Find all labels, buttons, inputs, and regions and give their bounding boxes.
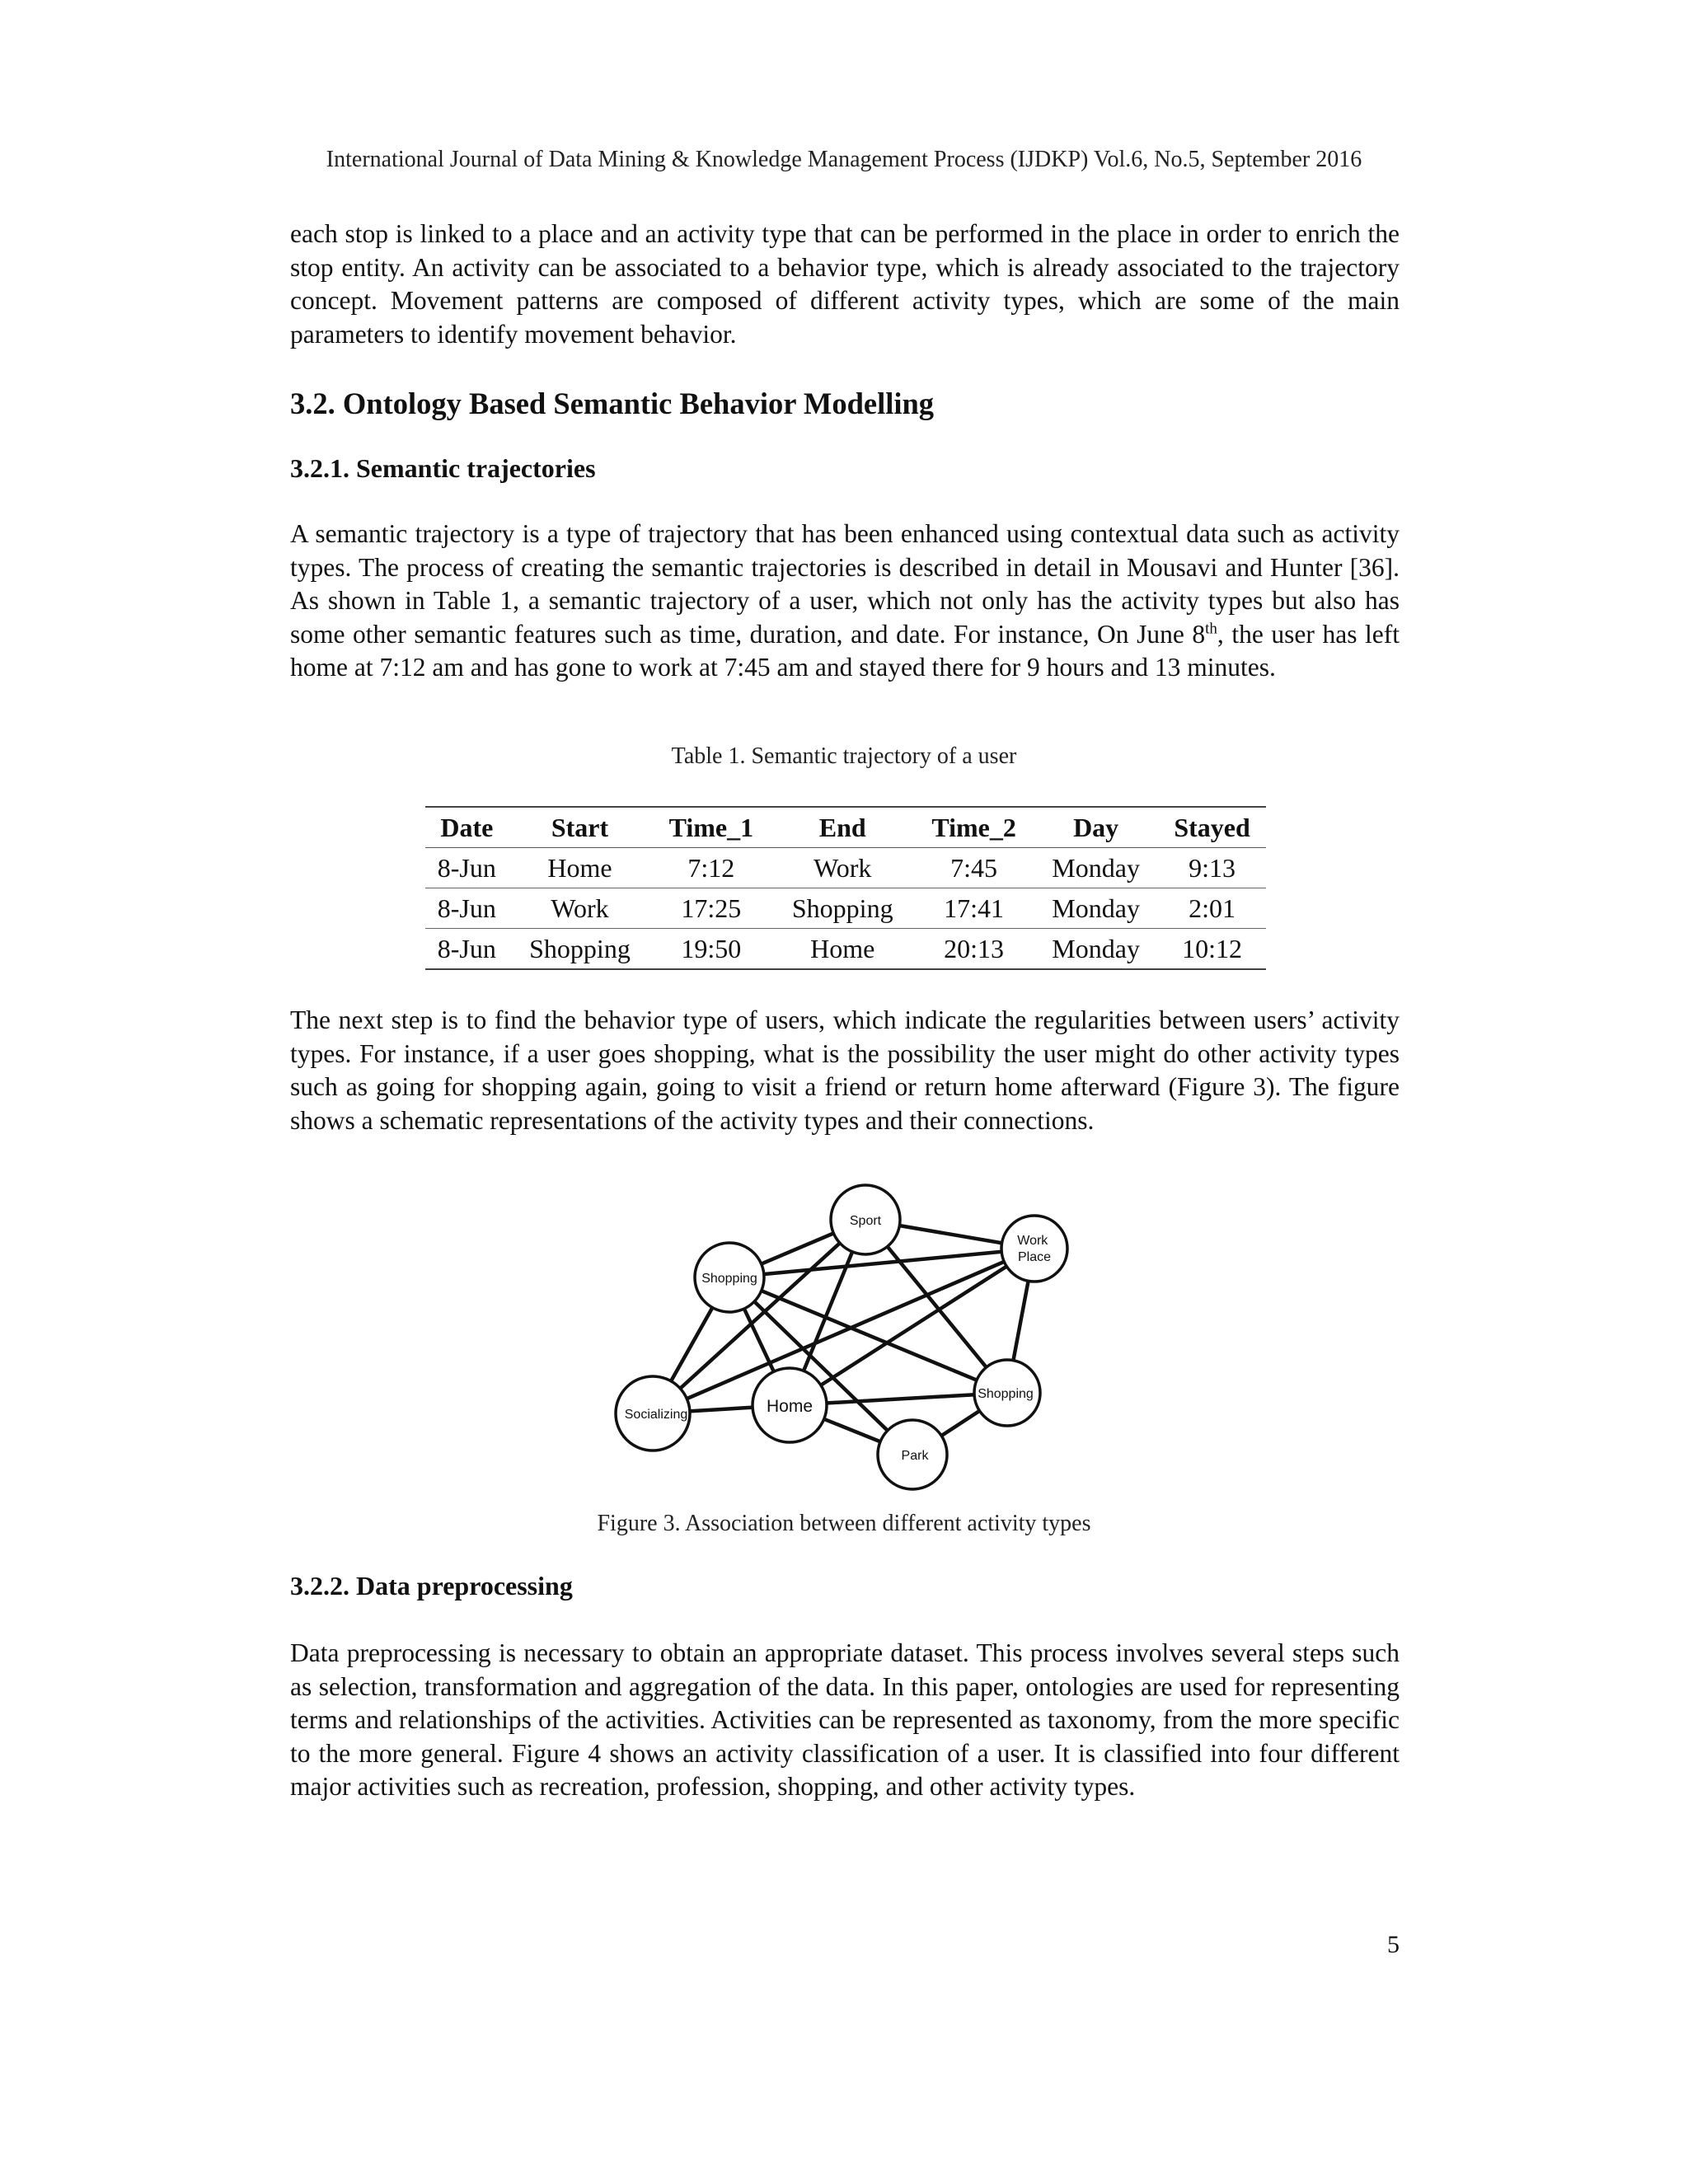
table-row [425,929,1266,970]
node-label-park: Park [901,1449,929,1463]
figure-caption: Figure 3. Association between different activity types [597,1511,1091,1536]
paragraph-data-preprocessing: Data preprocessing is necessary to obtain an appropriate dataset. This process involves several steps such as selection, transformation and aggregation of the data. In this paper, ontologies are used for representing terms and relationships of the activities. Activities can be represented as taxonomy, from the more specific to the more general. Figure 4 shows an activity classification of a user. It is classified into four different major activities such as recreation, profession, shopping, and other activity types. [290,1638,1400,1801]
paragraph-behavior-type: The next step is to find the behavior type of users, which indicate the regularities between users’ activity types. For instance, if a user goes shopping, what is the possibility the user might do other activity types such as going for shopping again, going to visit a friend or return home afterward (Figure 3). The figure shows a schematic representations of the activity types and their connections. [290,1005,1400,1135]
node-label-home: Home [766,1397,814,1416]
node-label-socializing: Socializing [624,1408,688,1422]
table-cell: 17:41 [914,888,1034,929]
table-cell: 19:50 [651,929,771,970]
column-header: End [771,807,914,848]
table-cell: Shopping [509,929,652,970]
subsection-title-data-preprocessing: 3.2.2. Data preprocessing [290,1571,573,1601]
node-label-line: Work [1017,1234,1048,1248]
page-number: 5 [1387,1931,1400,1958]
edge-shopping1-park [729,1277,912,1455]
edge-shopping1-workplace [729,1249,1034,1277]
table-cell: Home [771,929,914,970]
running-header: International Journal of Data Mining & Knowledge Management Process (IJDKP) Vol.6, No.5, September 2016 [326,147,1362,172]
table-cell: 8-Jun [425,888,509,929]
table-cell: 8-Jun [425,929,509,970]
node-workplace [1001,1216,1067,1282]
table-cell: 7:12 [651,848,771,888]
node-label-shopping2: Shopping [978,1387,1034,1401]
table-header-row [425,807,1266,848]
paragraph-intro: each stop is linked to a place and an activity type that can be performed in the place in order to enrich the stop entity. An activity can be associated to a behavior type, which is already associated to the trajectory concept. Movement patterns are composed of different activity types, which are some of the main parameters to identify movement behavior. [290,219,1400,349]
table-cell: Shopping [771,888,914,929]
column-header: Start [509,807,652,848]
column-header: Day [1034,807,1158,848]
column-header: Time_2 [914,807,1034,848]
semantic-trajectory-table [425,806,1266,970]
node-label-shopping1: Shopping [701,1272,757,1286]
table-cell: Work [509,888,652,929]
table-cell: 10:12 [1158,929,1266,970]
superscript: th [1205,620,1217,637]
graph-nodes [616,1185,1067,1489]
table-cell: 2:01 [1158,888,1266,929]
paragraph-semantic-trajectory [290,518,1400,685]
table-cell: Monday [1034,888,1158,929]
paragraph-text: A semantic trajectory is a type of trajectory that has been enhanced using contextual data such as activity types. The process of creating the semantic trajectories is described in detail in Mousavi and Hunter [36]. As shown in Table 1, a semantic trajectory of a user, which not only has the activity types but also has some other semantic features such as time, duration, and date. For instance, On June 8 [290,519,1400,649]
column-header: Time_1 [651,807,771,848]
column-header: Date [425,807,509,848]
table-cell: 9:13 [1158,848,1266,888]
node-label-sport: Sport [849,1214,882,1228]
table-row [425,848,1266,888]
section-title: 3.2. Ontology Based Semantic Behavior Modelling [290,387,935,420]
node-label-line: Place [1017,1250,1052,1264]
table-cell: 7:45 [914,848,1034,888]
table-caption: Table 1. Semantic trajectory of a user [671,743,1017,769]
table-cell: Home [509,848,652,888]
table-cell: 20:13 [914,929,1034,970]
table-cell: Monday [1034,929,1158,970]
activity-association-graph [610,1166,1088,1512]
subsection-title-semantic-trajectories: 3.2.1. Semantic trajectories [290,453,596,483]
table-row [425,888,1266,929]
table-cell: 17:25 [651,888,771,929]
table-cell: Work [771,848,914,888]
column-header: Stayed [1158,807,1266,848]
paragraph-text: , the user has left home at 7:12 am and has gone to work at 7:45 am and stayed there for 9 hours and 13 minutes. [290,619,1400,682]
table-cell: 8-Jun [425,848,509,888]
table-cell: Monday [1034,848,1158,888]
